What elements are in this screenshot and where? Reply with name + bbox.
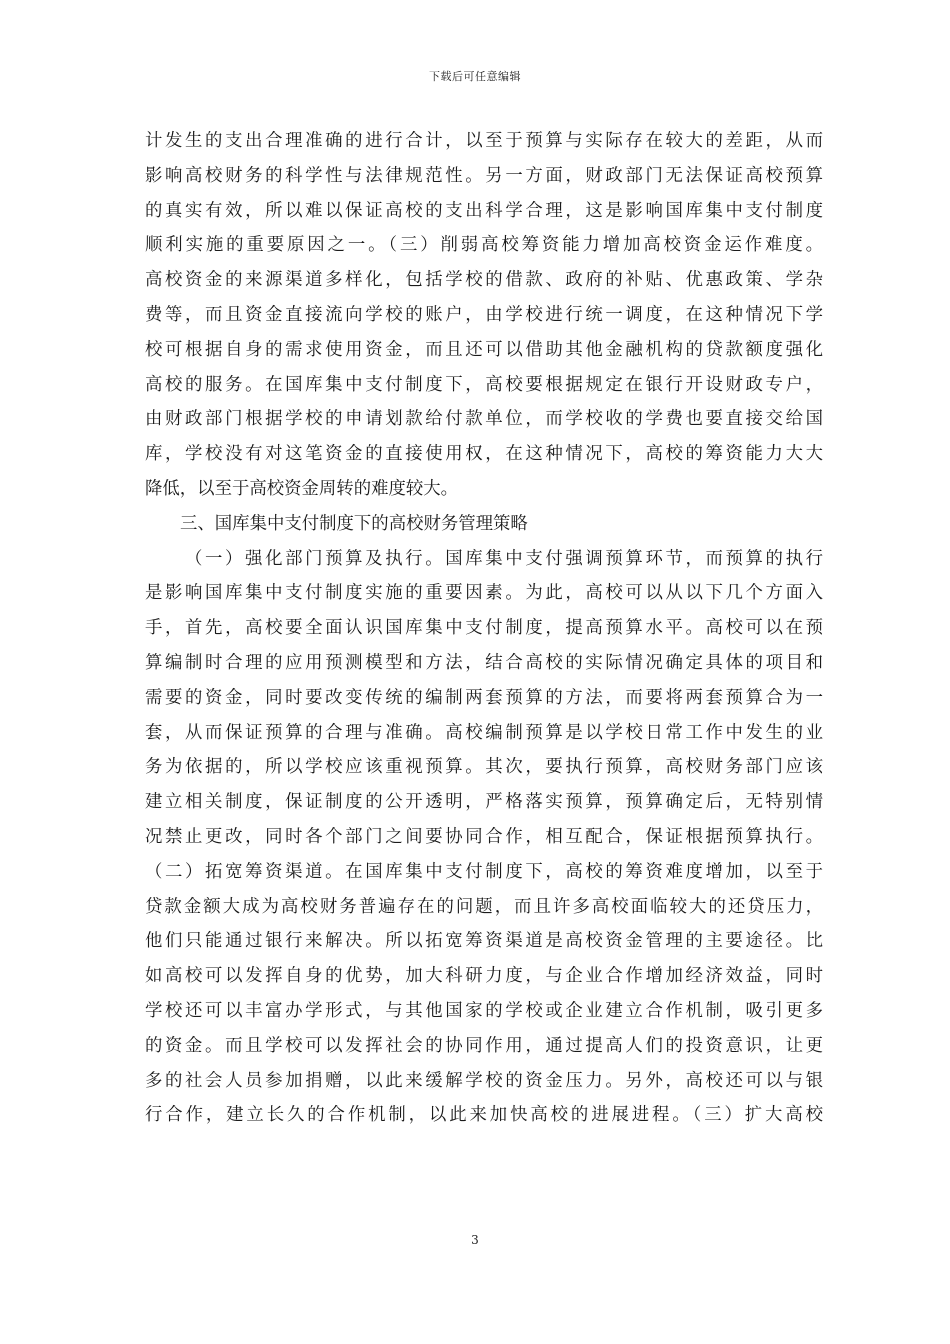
text-line: 高校资金的来源渠道多样化，包括学校的借款、政府的补贴、优惠政策、学杂 [145,270,823,291]
body-text [145,124,823,1133]
text-line: 算编制时合理的应用预测模型和方法，结合高校的实际情况确定具体的项目和 [145,652,823,673]
text-line: 影响高校财务的科学性与法律规范性。另一方面，财政部门无法保证高校预算 [145,165,823,186]
text-line: 是影响国库集中支付制度实施的重要因素。为此，高校可以从以下几个方面入 [145,583,823,604]
text-line: 高校的服务。在国库集中支付制度下，高校要根据规定在银行开设财政专户， [145,374,823,395]
text-line: 如高校可以发挥自身的优势，加大科研力度，与企业合作增加经济效益，同时 [145,966,823,987]
text-line: 学校还可以丰富办学形式，与其他国家的学校或企业建立合作机制，吸引更多 [145,1000,823,1021]
text-line: 况禁止更改，同时各个部门之间要协同合作，相互配合，保证根据预算执行。 [145,826,823,847]
text-line: 的资金。而且学校可以发挥社会的协同作用，通过提高人们的投资意识，让更 [145,1035,823,1056]
text-line: 手，首先，高校要全面认识国库集中支付制度，提高预算水平。高校可以在预 [145,618,823,639]
text-line: 贷款金额大成为高校财务普遍存在的问题，而且许多高校面临较大的还贷压力， [145,896,823,917]
text-line: 由财政部门根据学校的申请划款给付款单位，而学校收的学费也要直接交给国 [145,409,823,430]
page-number: 3 [471,1233,479,1247]
page-header: 下载后可任意编辑 [429,70,521,83]
text-line: （一）强化部门预算及执行。国库集中支付强调预算环节，而预算的执行 [185,548,823,569]
text-line: 计发生的支出合理准确的进行合计，以至于预算与实际存在较大的差距，从而 [145,131,823,151]
text-line: 校可根据自身的需求使用资金，而且还可以借助其他金融机构的贷款额度强化 [145,339,823,360]
text-line: 套，从而保证预算的合理与准确。高校编制预算是以学校日常工作中发生的业 [145,722,823,743]
text-line: 费等，而且资金直接流向学校的账户，由学校进行统一调度，在这种情况下学 [145,304,823,325]
text-line: 降低，以至于高校资金周转的难度较大。 [145,478,459,499]
text-line: 的真实有效，所以难以保证高校的支出科学合理，这是影响国库集中支付制度 [145,200,823,221]
section-heading: 三、国库集中支付制度下的高校财务管理策略 [180,513,528,534]
text-line: 务为依据的，所以学校应该重视预算。其次，要执行预算，高校财务部门应该 [145,757,823,778]
text-line: 行合作，建立长久的合作机制，以此来加快高校的进展进程。（三）扩大高校 [145,1105,823,1126]
text-line: 建立相关制度，保证制度的公开透明，严格落实预算，预算确定后，无特别情 [145,792,823,813]
text-line: 顺利实施的重要原因之一。（三）削弱高校筹资能力增加高校资金运作难度。 [145,235,823,256]
text-line: 需要的资金，同时要改变传统的编制两套预算的方法，而要将两套预算合为一 [145,687,823,708]
text-line: 他们只能通过银行来解决。所以拓宽筹资渠道是高校资金管理的主要途径。比 [145,931,823,952]
text-line: （二）拓宽筹资渠道。在国库集中支付制度下，高校的筹资难度增加，以至于 [145,861,823,882]
text-line: 库，学校没有对这笔资金的直接使用权，在这种情况下，高校的筹资能力大大 [145,444,823,465]
text-line: 多的社会人员参加捐赠，以此来缓解学校的资金压力。另外，高校还可以与银 [145,1070,823,1091]
